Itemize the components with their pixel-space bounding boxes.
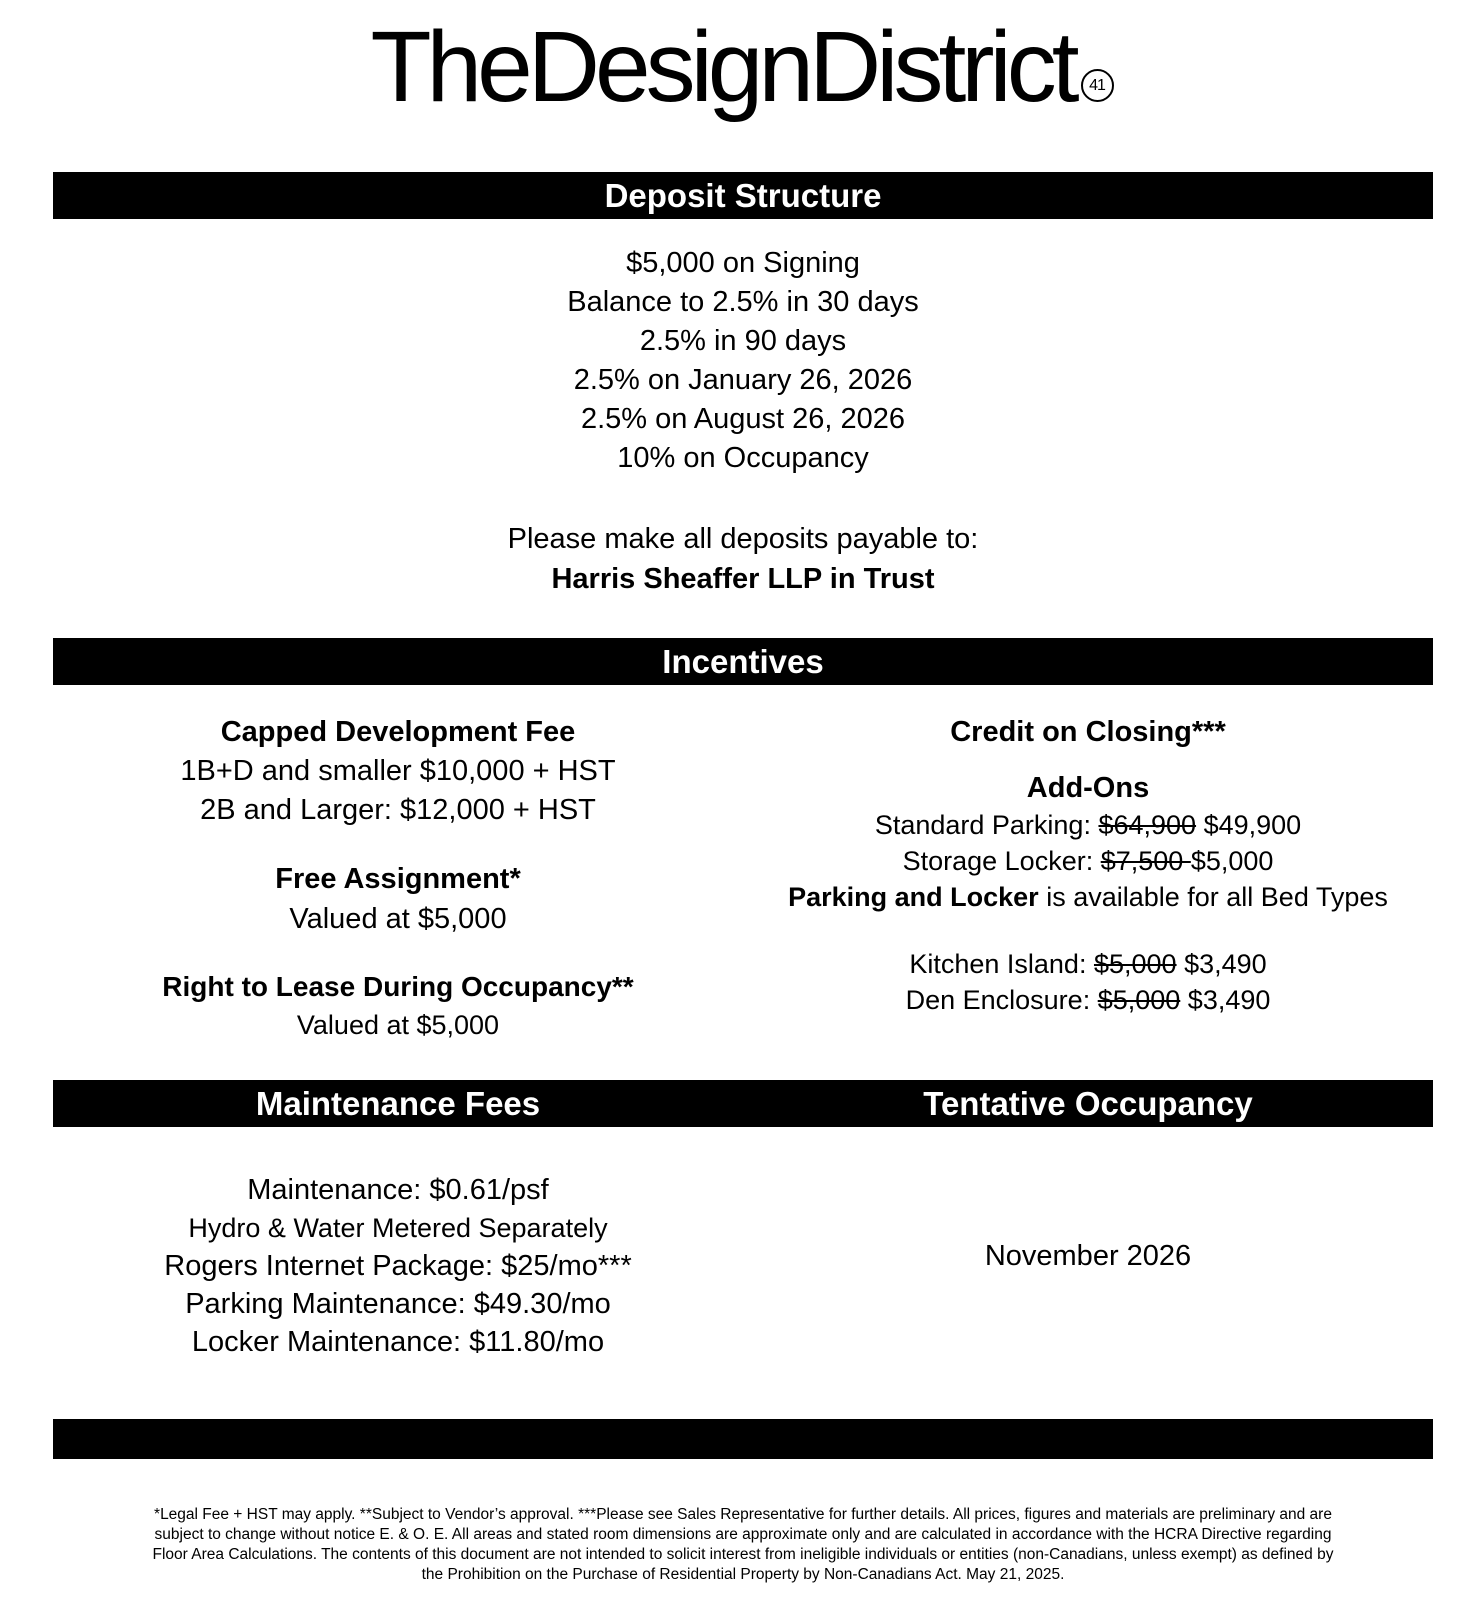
disclaimer-line: Floor Area Calculations. The contents of this document are not intended to solicit interest from ineligible individuals or entities (non-Canadians, unless exempt) as defined by xyxy=(152,1546,1334,1563)
payable-to: Harris Sheaffer LLP in Trust xyxy=(551,563,935,595)
deposit-line: Balance to 2.5% in 30 days xyxy=(567,286,919,318)
maintenance-fees-list xyxy=(53,1171,743,1361)
den-old-price: $5,000 xyxy=(1097,985,1181,1015)
logo-text: TheDesignDistrict xyxy=(370,11,1075,123)
right-to-lease-section xyxy=(53,968,743,1044)
footer-divider-bar xyxy=(53,1419,1433,1459)
locker-label: Storage Locker: xyxy=(902,846,1101,876)
deposit-line: 10% on Occupancy xyxy=(617,442,869,474)
parking-old-price: $64,900 xyxy=(1098,810,1197,840)
credit-on-closing-section xyxy=(743,713,1433,752)
availability-bold: Parking and Locker xyxy=(788,882,1039,912)
parking-new-price: $49,900 xyxy=(1196,810,1302,840)
disclaimer-line: the Prohibition on the Purchase of Residential Property by Non-Canadians Act. May 21, 2025. xyxy=(421,1566,1065,1583)
occupancy-date-section xyxy=(743,1237,1433,1275)
tentative-occupancy-title: Tentative Occupancy xyxy=(923,1085,1253,1122)
deposit-schedule xyxy=(53,244,1433,478)
free-assignment-section xyxy=(53,859,743,939)
kitchen-old-price: $5,000 xyxy=(1093,949,1177,979)
occupancy-date: November 2026 xyxy=(984,1240,1192,1272)
kitchen-island-line xyxy=(743,946,1433,982)
locker-new-price: $5,000 xyxy=(1190,846,1274,876)
den-new-price: $3,490 xyxy=(1180,985,1271,1015)
deposit-structure-title: Deposit Structure xyxy=(604,177,882,214)
brand-logo xyxy=(0,10,1484,125)
availability-rest: is available for all Bed Types xyxy=(1038,882,1388,912)
capped-fee-title: Capped Development Fee xyxy=(220,716,576,748)
den-label: Den Enclosure: xyxy=(905,985,1098,1015)
maintenance-occupancy-header xyxy=(53,1080,1433,1127)
maintenance-fees-title: Maintenance Fees xyxy=(255,1085,541,1122)
deposit-structure-header xyxy=(53,172,1433,219)
logo-badge: 41 xyxy=(1081,69,1114,102)
capped-fee-line: 1B+D and smaller $10,000 + HST xyxy=(180,755,616,787)
deposit-line: $5,000 on Signing xyxy=(626,247,860,279)
add-ons-title: Add-Ons xyxy=(1026,772,1150,804)
legal-disclaimer xyxy=(53,1505,1433,1585)
right-to-lease-value: Valued at $5,000 xyxy=(296,1010,500,1040)
deposit-line: 2.5% on August 26, 2026 xyxy=(580,403,906,435)
availability-line xyxy=(743,879,1433,915)
disclaimer-line: *Legal Fee + HST may apply. **Subject to Vendor’s approval. ***Please see Sales Representative for further details. All prices, figures and materials are preliminary and are xyxy=(154,1506,1332,1523)
maintenance-line: Hydro & Water Metered Separately xyxy=(188,1213,608,1243)
parking-label: Standard Parking: xyxy=(874,810,1099,840)
credit-on-closing-title: Credit on Closing*** xyxy=(950,716,1226,748)
incentives-header xyxy=(53,638,1433,685)
add-ons-section xyxy=(743,769,1433,915)
capped-fee-line: 2B and Larger: $12,000 + HST xyxy=(200,794,596,826)
maintenance-line: Rogers Internet Package: $25/mo*** xyxy=(164,1250,632,1282)
locker-old-price: $7,500 xyxy=(1100,846,1191,876)
free-assignment-title: Free Assignment* xyxy=(275,863,521,895)
kitchen-new-price: $3,490 xyxy=(1176,949,1267,979)
incentives-title: Incentives xyxy=(662,643,824,680)
upgrades-section xyxy=(743,946,1433,1018)
parking-price-line xyxy=(743,807,1433,843)
den-enclosure-line xyxy=(743,982,1433,1018)
deposit-line: 2.5% in 90 days xyxy=(639,325,847,357)
maintenance-line: Parking Maintenance: $49.30/mo xyxy=(185,1288,611,1320)
locker-price-line xyxy=(743,843,1433,879)
right-to-lease-title: Right to Lease During Occupancy** xyxy=(162,971,634,1002)
deposit-payable xyxy=(53,519,1433,599)
kitchen-label: Kitchen Island: xyxy=(909,949,1094,979)
disclaimer-line: subject to change without notice E. & O. E. All areas and stated room dimensions are approximate only and are calculated in accordance with the HCRA Directive regarding xyxy=(154,1526,1332,1543)
capped-fee-section xyxy=(53,713,743,830)
deposit-line: 2.5% on January 26, 2026 xyxy=(573,364,913,396)
maintenance-line: Locker Maintenance: $11.80/mo xyxy=(191,1326,605,1358)
free-assignment-value: Valued at $5,000 xyxy=(289,903,507,935)
payable-label: Please make all deposits payable to: xyxy=(507,523,979,555)
maintenance-line: Maintenance: $0.61/psf xyxy=(247,1174,549,1206)
